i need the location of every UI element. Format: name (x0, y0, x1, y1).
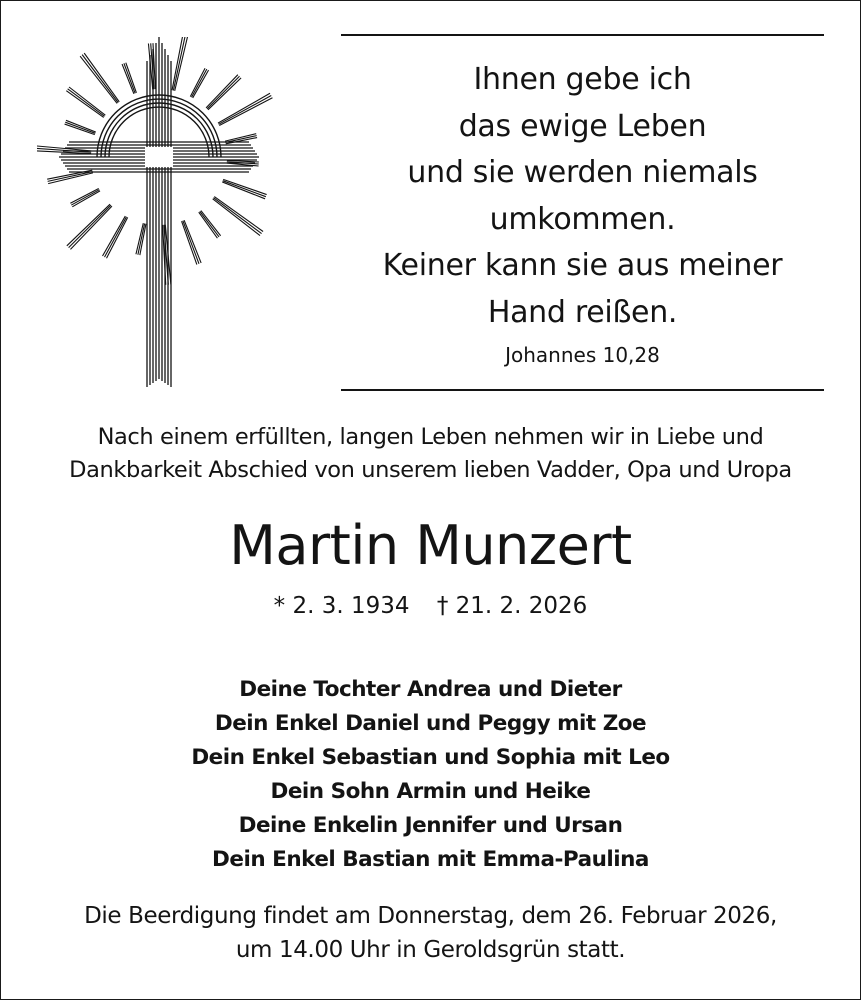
mourner-line: Dein Enkel Bastian mit Emma-Paulina (212, 847, 649, 872)
funeral-line: Die Beerdigung findet am Donnerstag, dem 26. Februar 2026, (84, 903, 777, 929)
birth-date: * 2. 3. 1934 (273, 593, 410, 619)
funeral-line: um 14.00 Uhr in Geroldsgrün statt. (235, 937, 626, 963)
top-divider (341, 34, 824, 36)
verse-line: Keiner kann sie aus meiner (382, 248, 783, 283)
mourner-line: Dein Enkel Daniel und Peggy mit Zoe (214, 711, 647, 736)
verse-line: das ewige Leben (458, 108, 707, 144)
bottom-divider (341, 389, 824, 391)
mourner-line: Deine Tochter Andrea und Dieter (239, 677, 622, 702)
death-date: † 21. 2. 2026 (436, 593, 588, 619)
verse-line: und sie werden niemals (407, 155, 758, 190)
intro-text (1, 421, 860, 487)
funeral-notice (1, 899, 860, 967)
bible-verse (341, 57, 824, 368)
mourners-list (1, 673, 860, 877)
sunburst-cross-icon (37, 37, 307, 389)
deceased-name: Martin Munzert (229, 514, 632, 577)
verse-reference: Johannes 10,28 (505, 343, 660, 367)
mourner-line: Dein Enkel Sebastian und Sophia mit Leo (191, 745, 670, 770)
verse-line: Hand reißen. (487, 294, 678, 330)
intro-line: Nach einem erfüllten, langen Leben nehmen wir in Liebe und (97, 424, 764, 450)
intro-line: Dankbarkeit Abschied von unserem lieben Vadder, Opa und Uropa (69, 457, 792, 483)
verse-line: umkommen. (489, 201, 676, 237)
verse-line: Ihnen gebe ich (473, 62, 692, 97)
life-dates (1, 590, 860, 622)
mourner-line: Dein Sohn Armin und Heike (270, 779, 591, 804)
mourner-line: Deine Enkelin Jennifer und Ursan (238, 813, 623, 838)
